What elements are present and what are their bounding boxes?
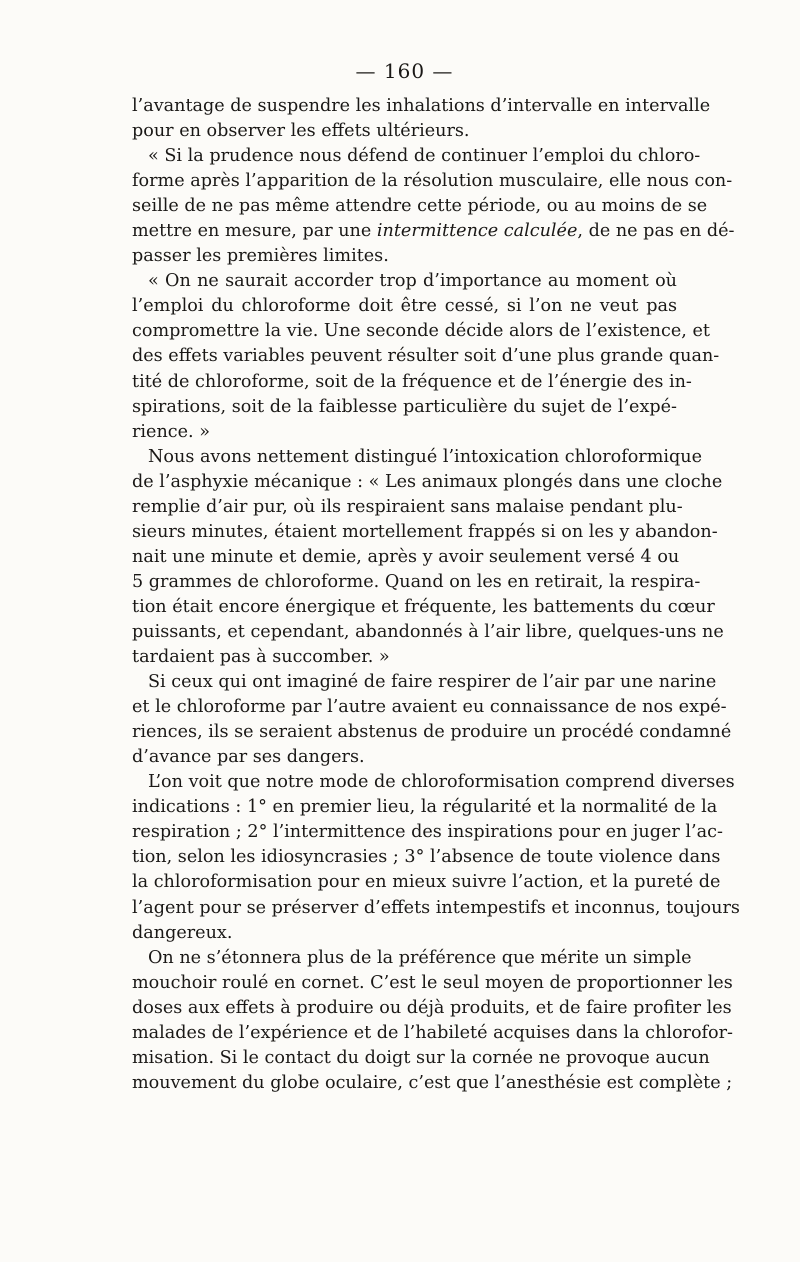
paragraph [132, 144, 735, 269]
text-line: l’agent pour se préserver d’effets intempestifs et inconnus, toujours [132, 897, 740, 918]
paragraph [132, 269, 720, 444]
text-line: mettre en mesure, par une intermittence calculée, de ne pas en dé- [132, 221, 735, 242]
text-line: spirations, soit de la faiblesse particulière du sujet de l’expé- [132, 396, 677, 417]
paragraph [132, 770, 740, 945]
text-line: mouchoir roulé en cornet. C’est le seul moyen de proportionner les [132, 972, 733, 993]
paragraph [132, 445, 724, 670]
text-line: Nous avons nettement distingué l’intoxication chloroformique [148, 446, 703, 467]
text-line: seille de ne pas même attendre cette période, ou au moins de se [132, 196, 708, 217]
text-line: 5 grammes de chloroforme. Quand on les en retirait, la respira- [132, 571, 701, 592]
paragraph [132, 946, 734, 1096]
text-line: dangereux. [132, 922, 233, 943]
text-line: On ne s’étonnera plus de la préférence que mérite un simple [148, 947, 692, 968]
text-line: L’on voit que notre mode de chloroformisation comprend diverses [148, 772, 735, 793]
text-line: tion, selon les idiosyncrasies ; 3° l’absence de toute violence dans [132, 847, 721, 868]
text-line: riences, ils se seraient abstenus de produire un procédé condamné [132, 722, 732, 743]
text-line: misation. Si le contact du doigt sur la cornée ne provoque aucun [132, 1047, 710, 1068]
text-line: d’avance par ses dangers. [132, 747, 365, 768]
text-line: remplie d’air pur, où ils respiraient sans malaise pendant plu- [132, 496, 683, 517]
text-line: l’emploi du chloroforme doit être cessé, si l’on ne veut pas [132, 296, 677, 317]
paragraph [132, 670, 732, 770]
text-line: compromettre la vie. Une seconde décide alors de l’existence, et [132, 321, 710, 342]
text-line: Si ceux qui ont imaginé de faire respirer de l’air par une narine [148, 672, 717, 693]
text-line: respiration ; 2° l’intermittence des inspirations pour en juger l’ac- [132, 822, 723, 843]
text-line: et le chloroforme par l’autre avaient eu connaissance de nos expé- [132, 697, 727, 718]
paragraph [132, 94, 711, 144]
text-line: l’avantage de suspendre les inhalations d’intervalle en intervalle [132, 96, 711, 116]
text-line: sieurs minutes, étaient mortellement frappés si on les y abandon- [132, 521, 718, 542]
text-line: indications : 1° en premier lieu, la régularité et la normalité de la [132, 797, 718, 818]
text-line: forme après l’apparition de la résolution musculaire, elle nous con- [132, 171, 733, 192]
body-text [132, 94, 740, 1096]
text-line: mouvement du globe oculaire, c’est que l’anesthésie est complète ; [132, 1072, 733, 1093]
text-line: malades de l’expérience et de l’habileté acquises dans la chlorofor- [132, 1022, 734, 1043]
text-line: de l’asphyxie mécanique : « Les animaux plongés dans une cloche [132, 471, 723, 492]
text-line: tité de chloroforme, soit de la fréquence et de l’énergie des in- [132, 371, 692, 392]
page-number: — 160 — [355, 59, 454, 83]
text-line: des effets variables peuvent résulter soit d’une plus grande quan- [132, 346, 720, 367]
text-line: rience. » [132, 421, 210, 442]
text-line: puissants, et cependant, abandonnés à l’air libre, quelques-uns ne [132, 621, 724, 642]
text-line: la chloroformisation pour en mieux suivre l’action, et la pureté de [132, 872, 721, 893]
text-line: doses aux effets à produire ou déjà produits, et de faire profiter les [132, 997, 732, 1018]
book-page [132, 58, 740, 1096]
text-line: tion était encore énergique et fréquente, les battements du cœur [132, 596, 715, 617]
text-line: pour en observer les effets ultérieurs. [132, 121, 470, 142]
text-line: nait une minute et demie, après y avoir seulement versé 4 ou [132, 546, 680, 567]
text-line: « On ne saurait accorder trop d’importance au moment où [148, 271, 677, 292]
text-line: passer les premières limites. [132, 246, 389, 267]
text-line: « Si la prudence nous défend de continuer l’emploi du chloro- [148, 146, 701, 167]
text-line: tardaient pas à succomber. » [132, 647, 390, 668]
